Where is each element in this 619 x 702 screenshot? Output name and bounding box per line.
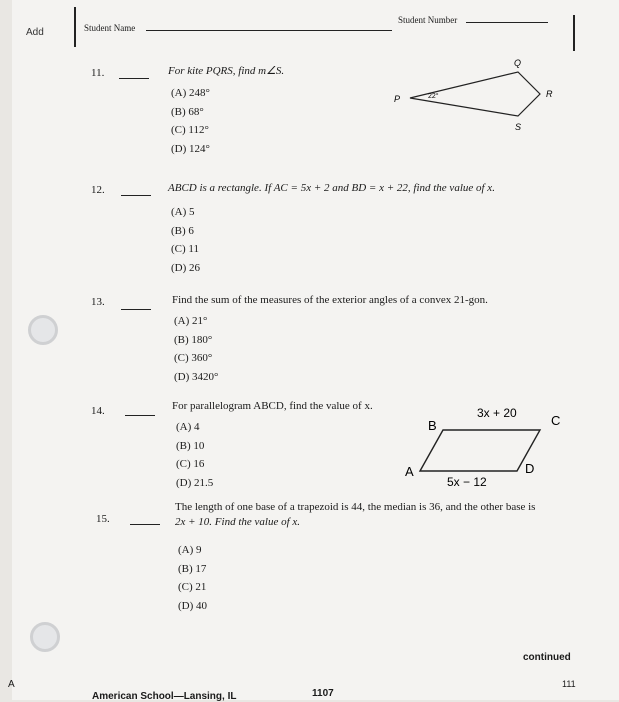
answer-blank[interactable] bbox=[121, 195, 151, 196]
option[interactable]: (D) 21.5 bbox=[176, 476, 214, 489]
option[interactable]: (C) 360° bbox=[174, 352, 213, 364]
options-list bbox=[176, 418, 213, 492]
option[interactable]: (B) 68° bbox=[171, 105, 204, 118]
question-prompt: For parallelogram ABCD, find the value of x. bbox=[172, 400, 373, 412]
parallelogram-label-c: C bbox=[551, 413, 561, 428]
continued-label: continued bbox=[523, 652, 571, 663]
option[interactable]: (C) 112° bbox=[171, 124, 209, 136]
answer-blank[interactable] bbox=[119, 78, 149, 79]
form-code: 1107 bbox=[312, 688, 334, 699]
option[interactable]: (A) 4 bbox=[176, 421, 200, 433]
parallelogram-figure bbox=[395, 398, 585, 488]
question-number: 12. bbox=[91, 184, 105, 196]
student-number-line[interactable] bbox=[466, 22, 548, 23]
option[interactable]: (A) 248° bbox=[171, 87, 210, 99]
parallelogram-label-b: B bbox=[428, 418, 437, 433]
parallelogram-bottom-side: 5x − 12 bbox=[447, 475, 487, 488]
student-number-label: Student Number bbox=[398, 15, 458, 25]
option[interactable]: (C) 11 bbox=[171, 243, 200, 255]
kite-figure bbox=[388, 56, 578, 136]
answer-blank[interactable] bbox=[130, 524, 160, 525]
question-prompt-line1: The length of one base of a trapezoid is 44, the median is 36, and the other base is bbox=[175, 501, 536, 513]
option[interactable]: (A) 9 bbox=[178, 544, 202, 556]
option[interactable]: (B) 180° bbox=[174, 333, 213, 346]
option[interactable]: (B) 17 bbox=[178, 562, 207, 575]
answer-blank[interactable] bbox=[121, 309, 151, 310]
kite-label-p: P bbox=[394, 94, 401, 104]
option[interactable]: (B) 10 bbox=[176, 439, 205, 452]
question-number: 15. bbox=[96, 513, 110, 525]
option[interactable]: (C) 21 bbox=[178, 581, 207, 593]
option[interactable]: (D) 26 bbox=[171, 261, 201, 274]
parallelogram-top-side: 3x + 20 bbox=[477, 406, 517, 420]
options-list bbox=[178, 541, 207, 615]
option[interactable]: (A) 5 bbox=[171, 206, 195, 218]
option[interactable]: (C) 16 bbox=[176, 458, 205, 470]
edge-text: A bbox=[8, 679, 15, 690]
question-number: 14. bbox=[91, 405, 105, 417]
option[interactable]: (D) 40 bbox=[178, 599, 208, 612]
kite-label-s: S bbox=[515, 122, 522, 132]
binder-hole-icon bbox=[30, 622, 60, 652]
binder-hole-icon bbox=[28, 315, 58, 345]
question-prompt: ABCD is a rectangle. If AC = 5x + 2 and BD = x + 22, find the value of x. bbox=[168, 182, 495, 194]
kite-label-r: R bbox=[546, 89, 553, 99]
option[interactable]: (B) 6 bbox=[171, 224, 194, 237]
answer-blank[interactable] bbox=[125, 415, 155, 416]
options-list bbox=[171, 84, 210, 158]
header-divider bbox=[74, 7, 76, 47]
page-number: 111 bbox=[562, 679, 576, 689]
options-list bbox=[171, 203, 200, 277]
option[interactable]: (D) 3420° bbox=[174, 370, 219, 383]
question-number: 11. bbox=[91, 67, 105, 79]
kite-label-q: Q bbox=[514, 58, 522, 68]
add-label: Add bbox=[26, 27, 44, 38]
header-right-divider bbox=[573, 15, 575, 51]
options-list bbox=[174, 312, 218, 386]
student-name-label: Student Name bbox=[84, 23, 136, 33]
option[interactable]: (D) 124° bbox=[171, 142, 210, 155]
kite-angle-label: 22° bbox=[428, 93, 439, 100]
parallelogram-label-d: D bbox=[525, 461, 535, 476]
question-prompt-line2: 2x + 10. Find the value of x. bbox=[175, 516, 301, 528]
student-name-line[interactable] bbox=[146, 30, 392, 31]
question-prompt: Find the sum of the measures of the exterior angles of a convex 21-gon. bbox=[172, 294, 488, 306]
option[interactable]: (A) 21° bbox=[174, 315, 208, 327]
question-prompt: For kite PQRS, find m∠S. bbox=[168, 65, 285, 77]
parallelogram-label-a: A bbox=[405, 464, 414, 479]
school-name: American School—Lansing, IL bbox=[92, 691, 237, 702]
question-number: 13. bbox=[91, 296, 105, 308]
